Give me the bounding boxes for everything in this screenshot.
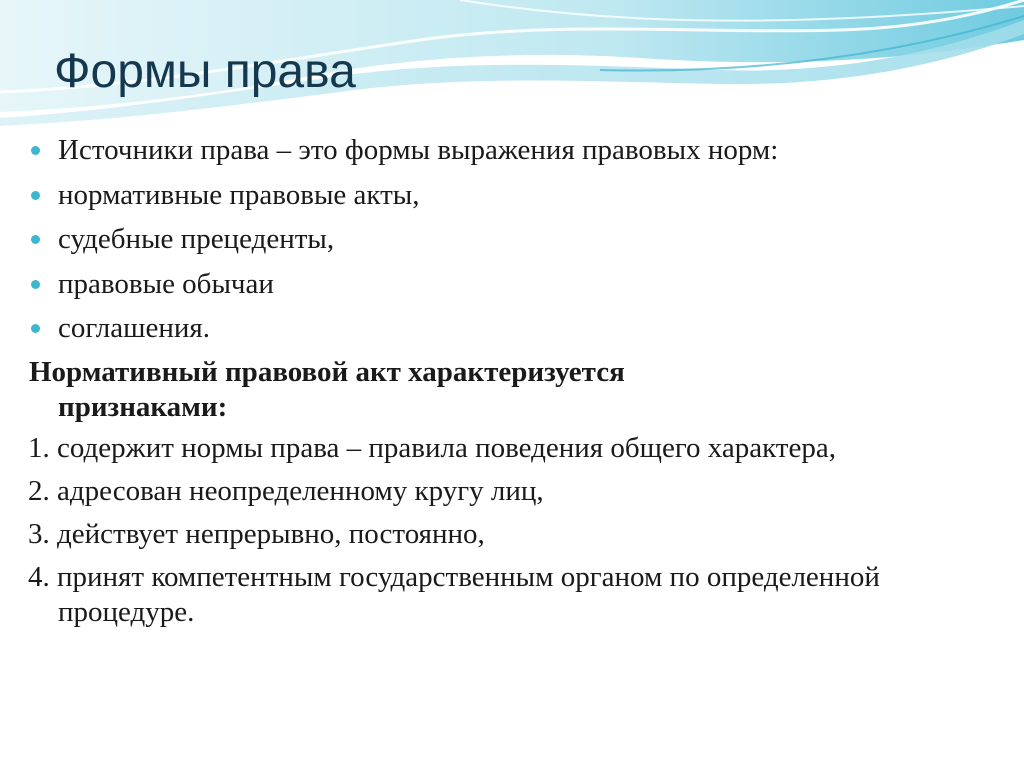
bullet-text: судебные прецеденты, xyxy=(58,223,335,255)
numbered-item: 1. содержит нормы права – правила поведения общего характера, xyxy=(28,431,836,464)
bullet-icon xyxy=(31,235,40,244)
bullet-icon xyxy=(31,280,40,289)
section-heading-line-1: Нормативный правовой акт характеризуется xyxy=(29,355,625,388)
section-heading xyxy=(0,351,1000,425)
bullet-text: правовые обычаи xyxy=(58,267,274,300)
numbered-item: 4. принят компетентным государственным органом по определенной процедуре. xyxy=(28,560,880,628)
bullet-item xyxy=(0,173,1000,218)
bullet-item xyxy=(0,128,1000,173)
section-heading-line-2: признаками: xyxy=(58,390,228,423)
bullet-icon xyxy=(31,146,40,155)
bullet-icon xyxy=(31,191,40,200)
bullet-item xyxy=(0,217,1000,262)
bullet-text: Источники права – это формы выражения правовых норм: xyxy=(58,134,779,166)
bullet-item xyxy=(0,262,1000,307)
bullet-icon xyxy=(31,324,40,333)
bullet-item xyxy=(0,306,1000,351)
numbered-item: 3. действует непрерывно, постоянно, xyxy=(28,517,485,550)
numbered-item: 2. адресован неопределенному кругу лиц, xyxy=(28,474,544,507)
slide-title: Формы права xyxy=(54,45,356,98)
bullet-text: нормативные правовые акты, xyxy=(58,178,420,211)
slide-content xyxy=(0,128,1000,638)
bullet-text: соглашения. xyxy=(58,312,210,344)
numbered-list xyxy=(0,431,1000,630)
bullet-list xyxy=(0,128,1000,351)
